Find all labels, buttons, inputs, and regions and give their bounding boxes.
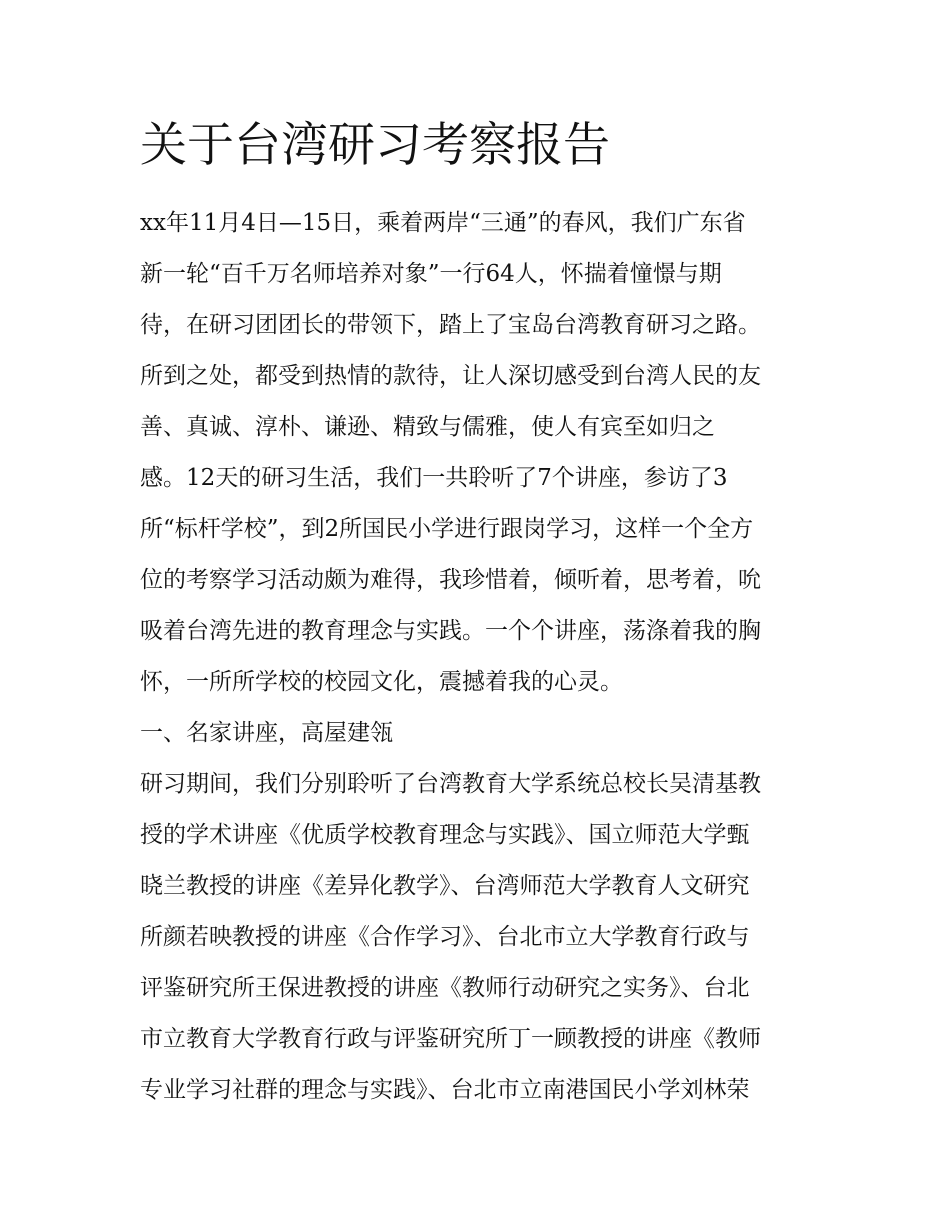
body-line: xx年11月4日—15日，乘着两岸“三通”的春风，我们广东省 [140, 210, 746, 236]
body-line: 所颜若映教授的讲座《合作学习》、台北市立大学教育行政与 [140, 924, 750, 950]
document-body [140, 198, 820, 1116]
body-line: 专业学习社群的理念与实践》、台北市立南港国民小学刘林荣 [140, 1077, 750, 1103]
body-line: 研习期间，我们分别聆听了台湾教育大学系统总校长吴清基教 [140, 771, 761, 797]
body-line: 怀，一所所学校的校园文化，震撼着我的心灵。 [140, 669, 623, 695]
body-line: 所到之处，都受到热情的款待，让人深切感受到台湾人民的友 [140, 363, 761, 389]
body-line: 授的学术讲座《优质学校教育理念与实践》、国立师范大学甄 [140, 822, 750, 848]
body-line: 善、真诚、淳朴、谦逊、精致与儒雅，使人有宾至如归之 [140, 414, 715, 440]
body-line: 位的考察学习活动颇为难得，我珍惜着，倾听着，思考着，吮 [140, 567, 761, 593]
body-line: 评鉴研究所王保进教授的讲座《教师行动研究之实务》、台北 [140, 975, 750, 1001]
body-line: 市立教育大学教育行政与评鉴研究所丁一顾教授的讲座《教师 [140, 1026, 761, 1052]
document-title: 关于台湾研习考察报告 [140, 118, 610, 173]
body-line: 新一轮“百千万名师培养对象”一行64人，怀揣着憧憬与期 [140, 261, 722, 287]
body-line: 吸着台湾先进的教育理念与实践。一个个讲座，荡涤着我的胸 [140, 618, 761, 644]
body-line: 所“标杆学校”，到2所国民小学进行跟岗学习，这样一个全方 [140, 516, 754, 542]
body-line: 待，在研习团团长的带领下，踏上了宝岛台湾教育研习之路。 [140, 312, 761, 338]
body-line: 感。12天的研习生活，我们一共聆听了7个讲座，参访了3 [140, 465, 728, 491]
section-heading: 一、名家讲座，高屋建瓴 [140, 720, 393, 746]
body-line: 晓兰教授的讲座《差异化教学》、台湾师范大学教育人文研究 [140, 873, 750, 899]
